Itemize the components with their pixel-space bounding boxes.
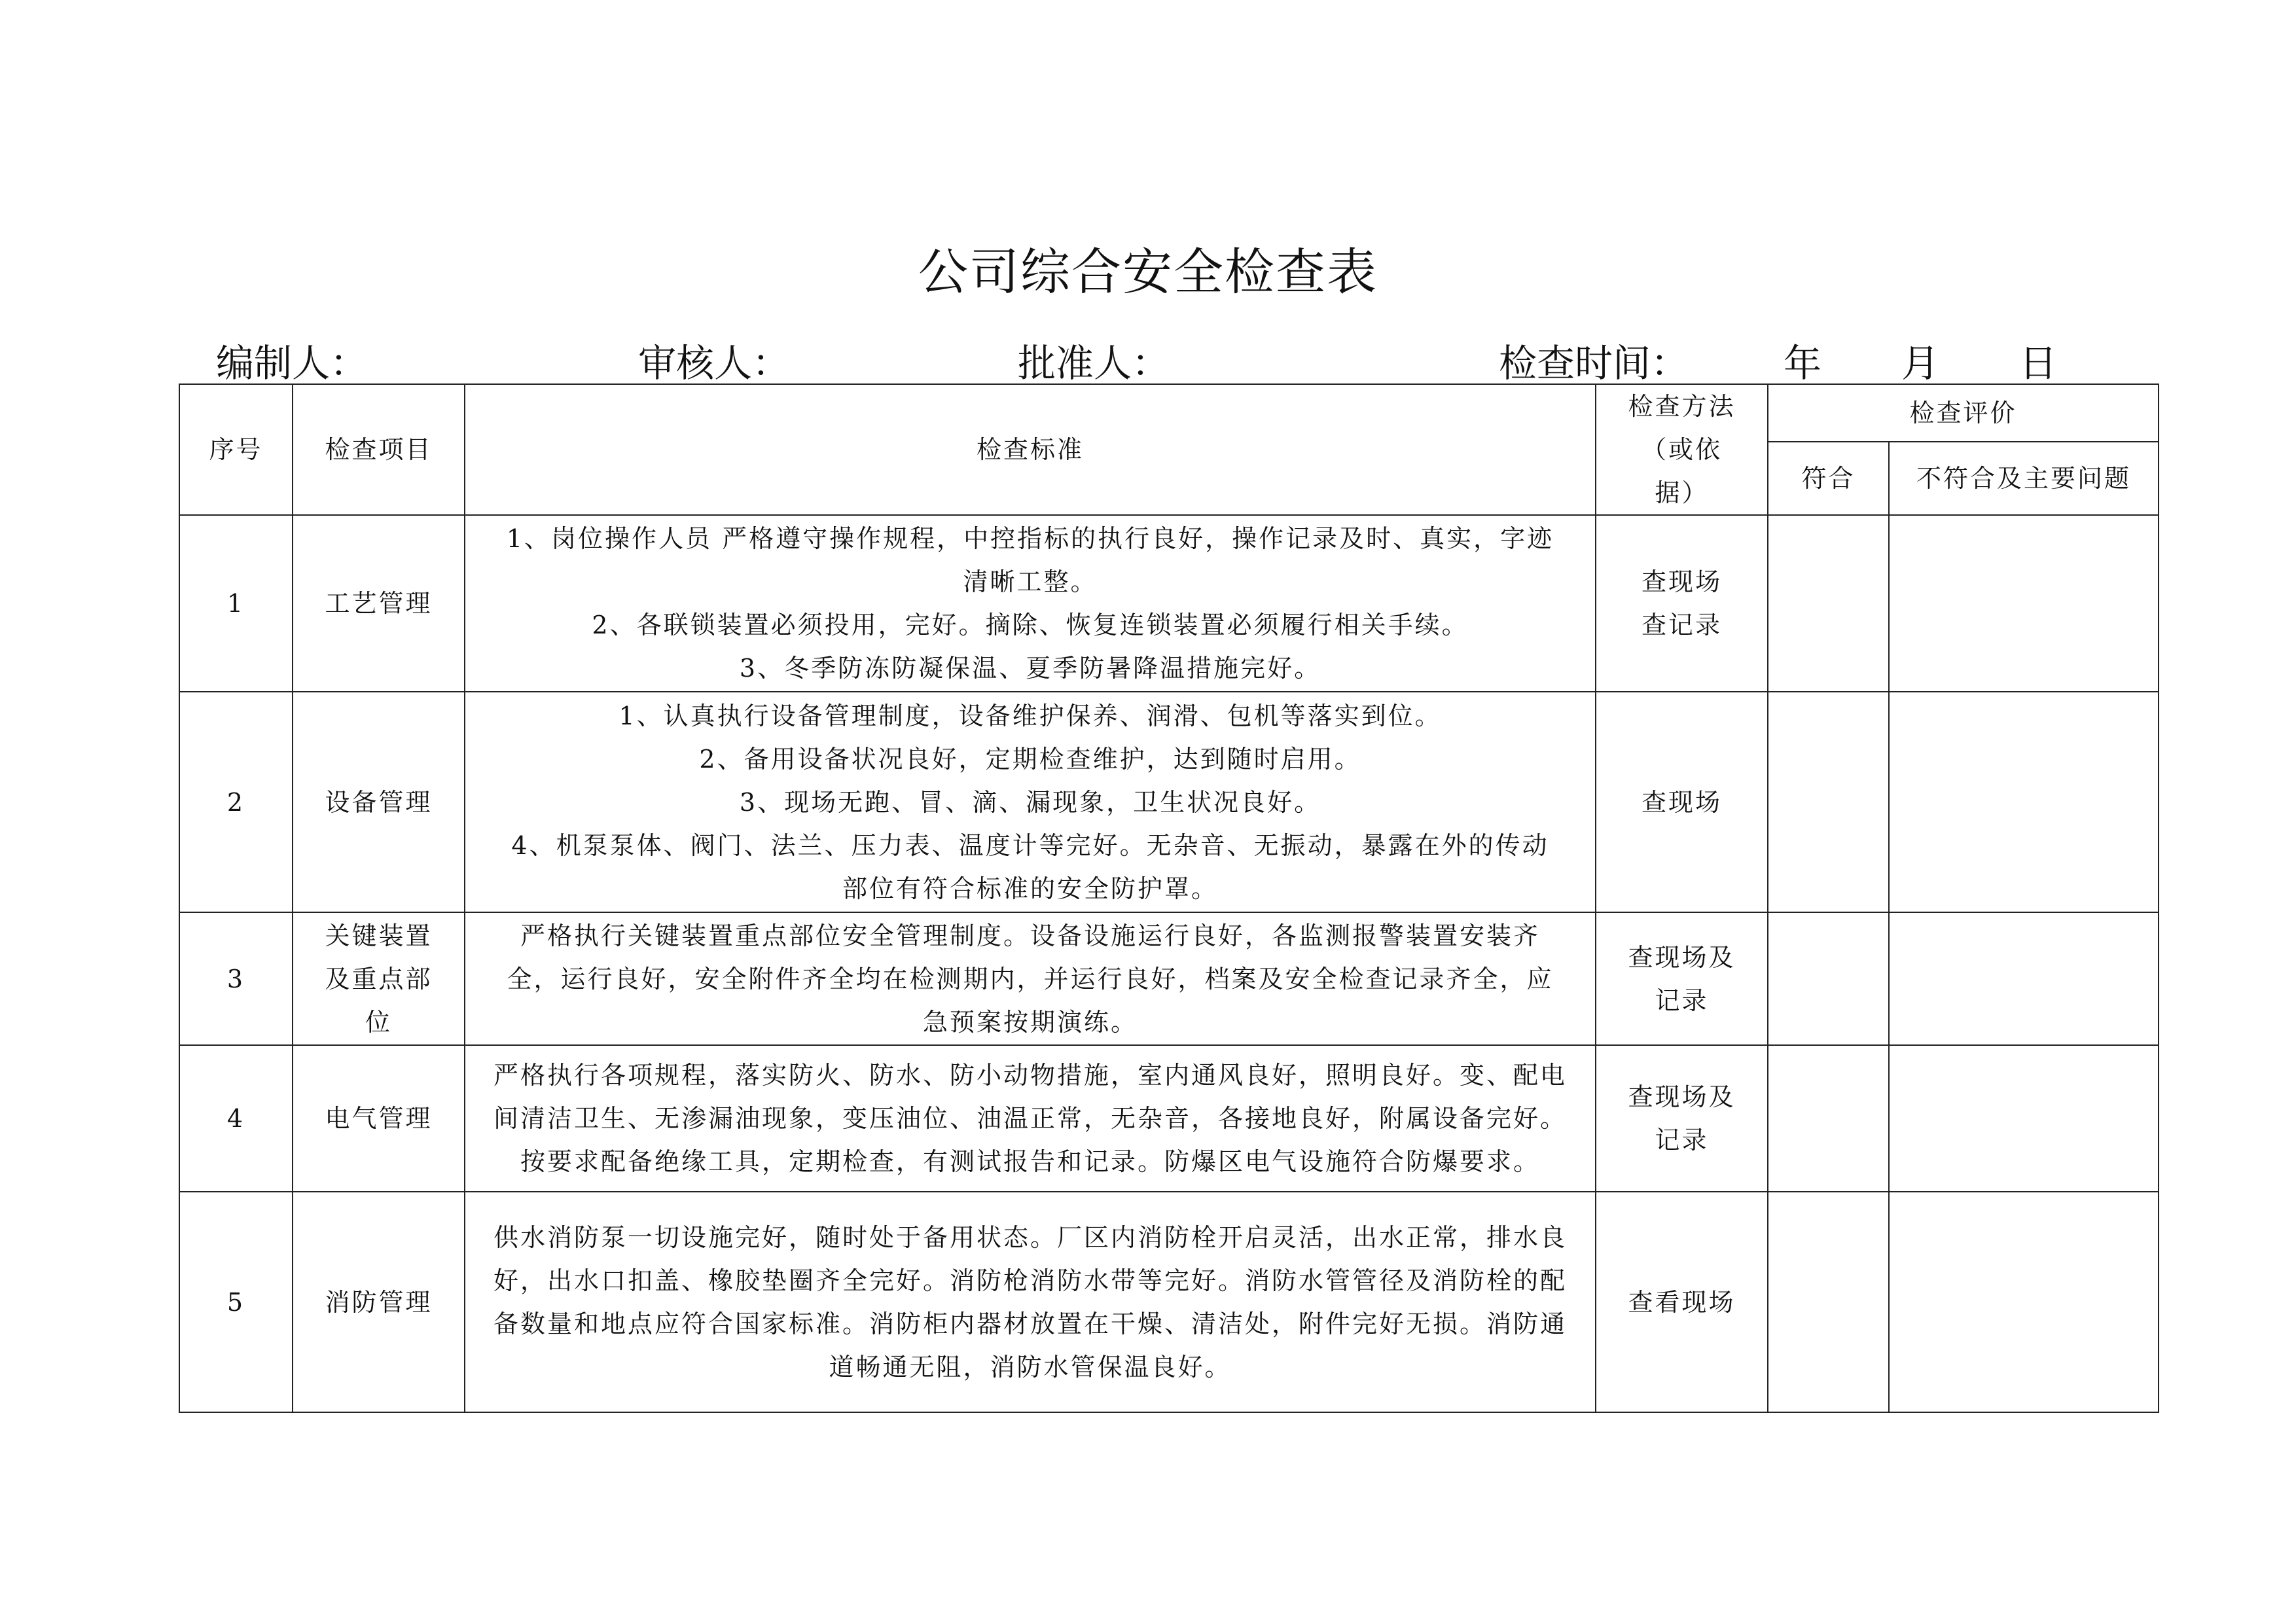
row-nonconform-cell[interactable] xyxy=(1889,692,2159,912)
row-method-line: 查现场及 xyxy=(1628,942,1736,972)
row-method-line: 查现场 xyxy=(1641,567,1722,596)
row-seq: 1 xyxy=(179,515,293,692)
row-method-line: 查现场及 xyxy=(1628,1082,1736,1111)
standard-line: 全，运行良好，安全附件齐全均在检测期内，并运行良好，档案及安全检查记录齐全，应 xyxy=(507,964,1554,993)
row-item-line: 工艺管理 xyxy=(325,589,433,618)
row-item-line: 设备管理 xyxy=(325,787,433,817)
row-method-line: 查看现场 xyxy=(1628,1287,1736,1317)
row-standard xyxy=(465,515,1596,692)
row-item xyxy=(293,1045,465,1192)
row-conform-cell[interactable] xyxy=(1768,1045,1889,1192)
row-nonconform-cell[interactable] xyxy=(1889,515,2159,692)
table-row xyxy=(179,1192,2159,1412)
inspection-table xyxy=(179,383,2159,1413)
header-item: 检查项目 xyxy=(293,384,465,515)
standard-line: 3、冬季防冻防凝保温、夏季防暑降温措施完好。 xyxy=(739,654,1321,683)
month-label: 月 xyxy=(1901,341,1940,385)
page-title: 公司综合安全检查表 xyxy=(918,243,1378,301)
row-standard xyxy=(465,692,1596,912)
standard-line: 1、岗位操作人员 严格遵守操作规程，中控指标的执行良好，操作记录及时、真实，字迹 xyxy=(506,524,1554,553)
row-conform-cell[interactable] xyxy=(1768,692,1889,912)
row-seq: 5 xyxy=(179,1192,293,1412)
table-row xyxy=(179,1045,2159,1192)
year-label: 年 xyxy=(1784,341,1822,385)
table-row xyxy=(179,692,2159,912)
row-item xyxy=(293,1192,465,1412)
row-nonconform-cell[interactable] xyxy=(1889,1192,2159,1412)
standard-line: 按要求配备绝缘工具，定期检查，有测试报告和记录。防爆区电气设施符合防爆要求。 xyxy=(520,1147,1540,1176)
reviewer-label: 审核人： xyxy=(638,341,791,385)
standard-line: 间清洁卫生、无渗漏油现象，变压油位、油温正常，无杂音，各接地良好，附属设备完好。 xyxy=(493,1104,1567,1133)
header-method-line: （或依 xyxy=(1641,435,1722,464)
row-conform-cell[interactable] xyxy=(1768,912,1889,1045)
row-item-line: 关键装置 xyxy=(325,921,433,950)
row-item-line: 及重点部 xyxy=(325,964,433,993)
row-standard xyxy=(465,912,1596,1045)
header-nonconform: 不符合及主要问题 xyxy=(1889,442,2159,515)
standard-line: 2、备用设备状况良好，定期检查维护，达到随时启用。 xyxy=(699,744,1361,774)
row-item-line: 位 xyxy=(365,1007,392,1037)
table-row xyxy=(179,912,2159,1045)
row-method xyxy=(1596,1045,1768,1192)
row-seq: 3 xyxy=(179,912,293,1045)
header-method xyxy=(1596,384,1768,515)
standard-line: 好，出水口扣盖、橡胶垫圈齐全完好。消防枪消防水带等完好。消防水管管径及消防栓的配 xyxy=(493,1266,1567,1295)
row-conform-cell[interactable] xyxy=(1768,1192,1889,1412)
check-time-label: 检查时间： xyxy=(1499,341,1689,385)
approver-label: 批准人： xyxy=(1018,341,1170,385)
standard-line: 供水消防泵一切设施完好，随时处于备用状态。厂区内消防栓开启灵活，出水正常，排水良 xyxy=(493,1222,1567,1252)
table-row xyxy=(179,515,2159,692)
row-nonconform-cell[interactable] xyxy=(1889,912,2159,1045)
header-method-line: 检查方法 xyxy=(1628,392,1736,421)
row-item-line: 电气管理 xyxy=(325,1104,433,1133)
standard-line: 4、机泵泵体、阀门、法兰、压力表、温度计等完好。无杂音、无振动，暴露在外的传动 xyxy=(511,830,1549,860)
row-standard xyxy=(465,1192,1596,1412)
row-method-line: 记录 xyxy=(1655,986,1709,1015)
standard-line: 严格执行各项规程，落实防火、防水、防小动物措施，室内通风良好，照明良好。变、配电 xyxy=(493,1061,1567,1090)
standard-line: 清晰工整。 xyxy=(963,567,1098,596)
row-method xyxy=(1596,912,1768,1045)
author-label: 编制人： xyxy=(216,341,368,385)
standard-line: 部位有符合标准的安全防护罩。 xyxy=(842,874,1218,903)
row-item xyxy=(293,692,465,912)
row-method-line: 记录 xyxy=(1655,1126,1709,1154)
standard-line: 备数量和地点应符合国家标准。消防柜内器材放置在干燥、清洁处，附件完好无损。消防通 xyxy=(493,1309,1567,1338)
row-seq: 4 xyxy=(179,1045,293,1192)
header-seq: 序号 xyxy=(179,384,293,515)
header-method-line: 据） xyxy=(1655,478,1709,507)
row-standard xyxy=(465,1045,1596,1192)
row-conform-cell[interactable] xyxy=(1768,515,1889,692)
standard-line: 道畅通无阻，消防水管保温良好。 xyxy=(829,1352,1232,1382)
header-standard: 检查标准 xyxy=(465,384,1596,515)
header-conform: 符合 xyxy=(1768,442,1889,515)
row-seq: 2 xyxy=(179,692,293,912)
row-item xyxy=(293,912,465,1045)
row-method xyxy=(1596,1192,1768,1412)
row-nonconform-cell[interactable] xyxy=(1889,1045,2159,1192)
day-label: 日 xyxy=(2019,341,2058,385)
standard-line: 2、各联锁装置必须投用，完好。摘除、恢复连锁装置必须履行相关手续。 xyxy=(592,611,1469,639)
row-item xyxy=(293,515,465,692)
row-method xyxy=(1596,692,1768,912)
row-method xyxy=(1596,515,1768,692)
standard-line: 严格执行关键装置重点部位安全管理制度。设备设施运行良好，各监测报警装置安装齐 xyxy=(520,921,1540,950)
standard-line: 3、现场无跑、冒、滴、漏现象，卫生状况良好。 xyxy=(739,787,1321,817)
row-item-line: 消防管理 xyxy=(325,1287,433,1317)
standard-line: 1、认真执行设备管理制度，设备维护保养、润滑、包机等落实到位。 xyxy=(619,701,1442,730)
standard-line: 急预案按期演练。 xyxy=(922,1007,1138,1037)
row-method-line: 查现场 xyxy=(1641,787,1722,817)
row-method-line: 查记录 xyxy=(1641,611,1722,639)
header-evaluation: 检查评价 xyxy=(1768,384,2159,442)
